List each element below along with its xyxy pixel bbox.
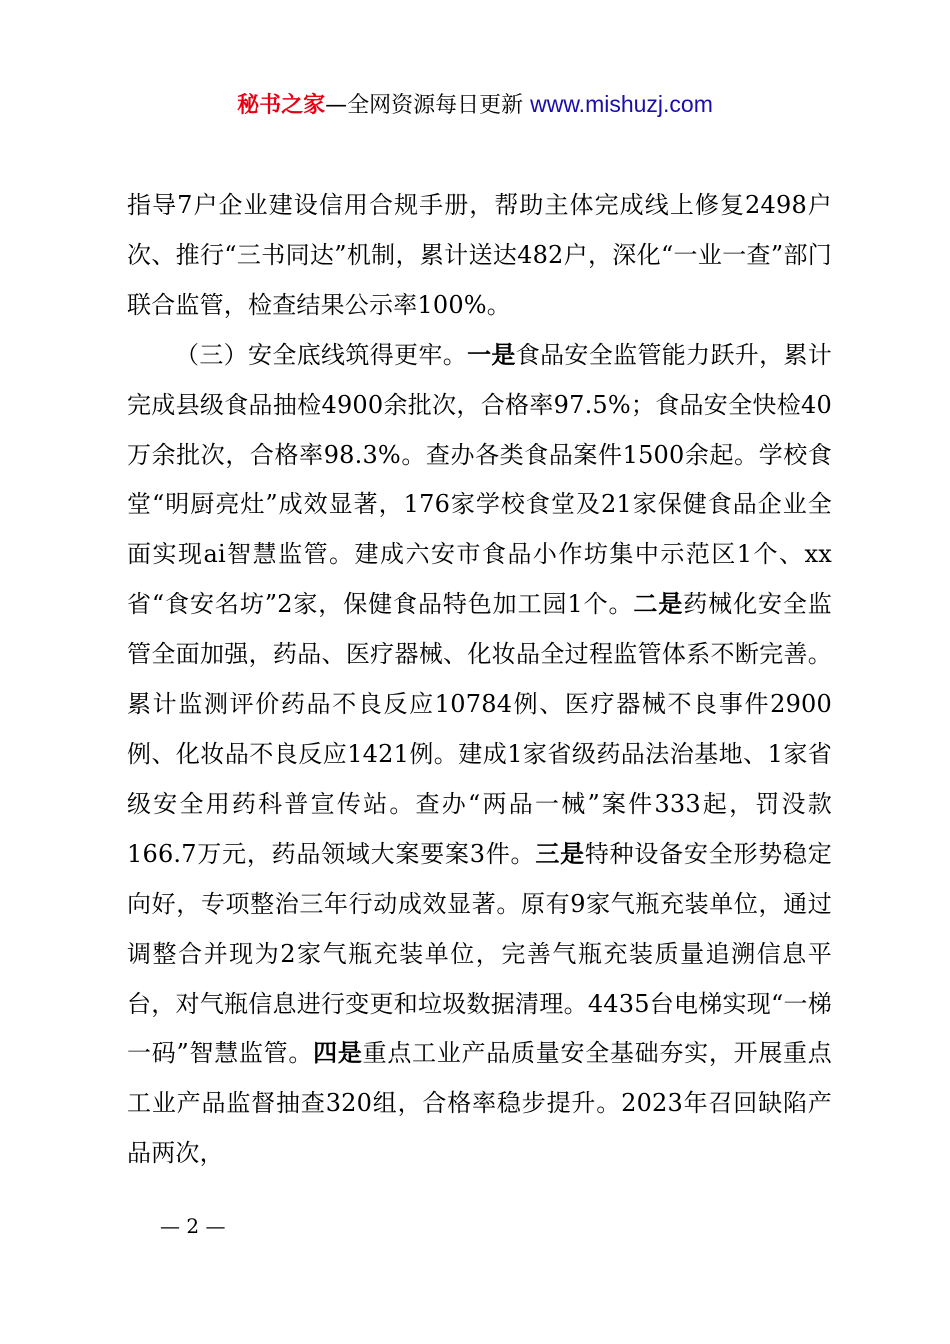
point-text-4: 重点工业产品质量安全基础夯实，开展重点工业产品监督抽查320组，合格率稳步提升。2023年召回缺陷产品两次，	[127, 1039, 832, 1168]
point-label-2: 二是	[633, 590, 684, 619]
paragraph-1: 指导7户企业建设信用合规手册，帮助主体完成线上修复2498户次、推行“三书同达”机制，累计送达482户，深化“一业一查”部门联合监管，检查结果公示率100%。	[127, 191, 832, 319]
point-text-3: 特种设备安全形势稳定向好，专项整治三年行动成效显著。原有9家气瓶充装单位，通过调整合并现为2家气瓶充装单位，完善气瓶充装质量追溯信息平台，对气瓶信息进行变更和垃圾数据清理。4435台电梯实现“一梯一码”智慧监管。	[127, 839, 833, 1068]
point-text-1: 食品安全监管能力跃升，累计完成县级食品抽检4900余批次，合格率97.5%；食品安全快检40万余批次，合格率98.3%。查办各类食品案件1500余起。学校食堂“明厨亮灶”成效显著，176家学校食堂及21家保健食品企业全面实现ai智慧监管。建成六安市食品小作坊集中示范区1个、xx省“食安名坊”2家，保健食品特色加工园1个。	[127, 340, 833, 619]
document-body	[127, 181, 832, 1179]
point-label-4: 四是	[313, 1039, 363, 1068]
header-url-link[interactable]: www.mishuzj.com	[530, 91, 713, 117]
page-number: — 2 —	[160, 1214, 226, 1238]
point-label-1: 一是	[467, 340, 516, 369]
point-label-3: 三是	[535, 839, 585, 868]
point-text-2: 药械化安全监管全面加强，药品、医疗器械、化妆品全过程监管体系不断完善。累计监测评价药品不良反应10784例、医疗器械不良事件2900例、化妆品不良反应1421例。建成1家省级药品法治基地、1家省级安全用药科普宣传站。查办“两品一械”案件333起，罚没款166.7万元，药品领域大案要案3件。	[127, 590, 833, 868]
paragraph-2	[127, 331, 832, 1179]
header-slogan: —全网资源每日更新	[325, 93, 531, 118]
section-heading: （三）安全底线筑得更牢。	[175, 340, 468, 369]
page-header	[0, 88, 950, 122]
brand-name: 秘书之家	[237, 93, 326, 118]
